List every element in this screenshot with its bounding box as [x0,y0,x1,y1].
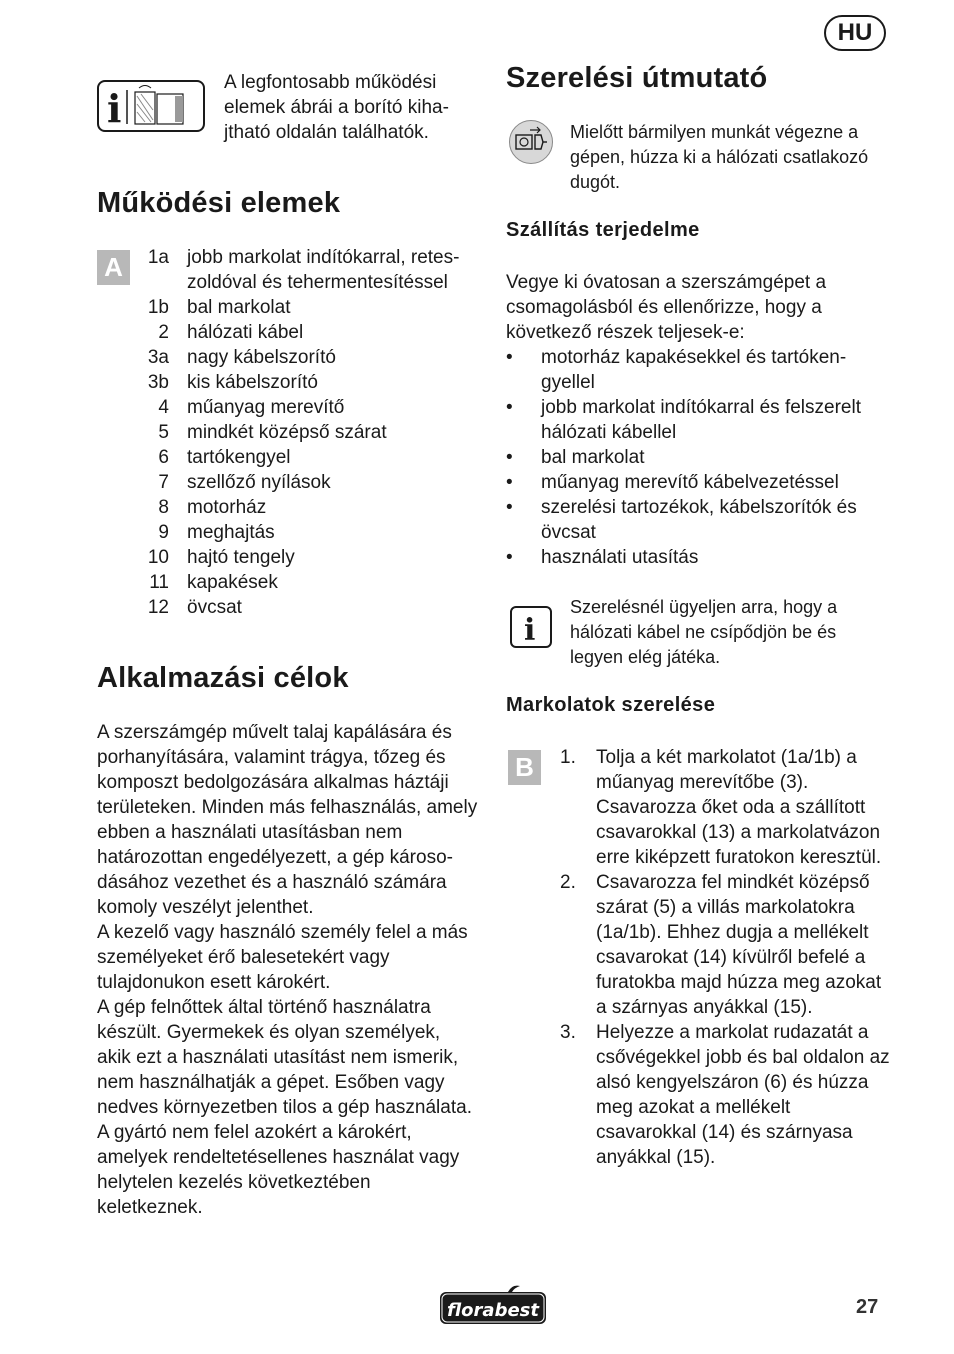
item-number: 3b [147,372,169,393]
handles-heading: Markolatok szerelése [506,694,716,716]
step-text: Tolja a két markolatot (1a/1b) a műanyag merevítőbe (3). Csavarozza őket oda a szállított csavarokkal (13) a markolatvázon erre kiképzett furatokon keresztül. [596,747,882,868]
item-text: meghajtás [187,522,275,543]
step-text: Csavarozza fel mindkét középső szárat (5) a villás markolatokra (1a/1b). Ehhez dugja a mellékelt csavarokat (14) kívülről befelé a furatokba majd húzza meg azokat a szárnyas anyákkal (15). [596,872,882,1018]
item-number: 2 [158,322,169,343]
delivery-item-text: szerelési tartozékok, kábelszorítók és övcsat [541,497,857,543]
item-number: 8 [158,497,169,518]
purpose-paragraph: A gép felnőttek által történő használatra készült. Gyermekek és olyan személyek, akik ezt a használati utasítást nem ismerik, nem használhatják a gépet. Esőben vagy nedves környezetben tilos a gép használata. A gyártó nem felel azokért a károkért, amelyek rendeltetésellenes használat vagy helytelen kezelés következtében keletkeznek. [97,997,472,1218]
info-icon [510,606,552,648]
item-number: 12 [147,597,169,618]
controls-list-item [97,470,477,495]
controls-list-item [97,345,477,370]
controls-list-item [97,420,477,445]
info-fold-out-icon [97,80,205,132]
purpose-text [97,720,479,1220]
controls-list-item [97,295,477,320]
item-text: tartókengyel [187,447,291,468]
item-text: motorház [187,497,267,518]
delivery-item [506,395,890,445]
delivery-item-text: használati utasítás [541,547,699,568]
step-text: Helyezze a markolat rudazatát a csővégekkel jobb és bal oldalon az alsó kengyelszáron (6) és húzza meg azokat a mellékelt csavarokkal (14) és szárnyasa anyákkal (15). [596,1022,890,1168]
item-text: jobb markolat indítókarral, reteszoldóval és tehermentesítéssel [187,247,460,293]
svg-text:i: i [524,613,536,646]
assembly-step [506,745,894,870]
unplug-icon [509,120,553,164]
florabest-logo [438,1284,548,1326]
language-badge: HU [824,15,886,51]
bullet: • [506,497,513,518]
controls-list-item [97,595,477,620]
step-number: 2. [560,872,576,893]
controls-heading: Működési elemek [97,187,341,219]
page-number: 27 [856,1296,879,1318]
controls-list-item [97,370,477,395]
item-number: 1b [147,297,169,318]
item-number: 1a [147,247,169,268]
cable-note: Szerelésnél ügyeljen arra, hogy a hálózati kábel ne csípődjön be és legyen elég játéka. [570,597,838,667]
delivery-item [506,470,890,495]
step-number: 1. [560,747,576,768]
bullet: • [506,447,513,468]
assembly-heading: Szerelési útmutató [506,62,768,94]
bullet: • [506,472,513,493]
delivery-item-text: bal markolat [541,447,645,468]
item-text: övcsat [187,597,242,618]
assembly-step [506,870,894,1020]
controls-list-item [97,395,477,420]
bullet: • [506,397,513,418]
fold-out-note: A legfontosabb működési elemek ábrái a borító kihajtható oldalán találhatók. [224,72,449,143]
item-number: 4 [158,397,169,418]
item-number: 6 [158,447,169,468]
item-number: 3a [147,347,169,368]
delivery-item-text: műanyag merevítő kábelvezetéssel [541,472,839,493]
controls-list-item [97,445,477,470]
purpose-paragraph: A szerszámgép művelt talaj kapálására és porhanyítására, valamint trágya, tőzeg és komposzt bedolgozására alkalmas háztáji területeken. Minden más felhasználás, amely ebben a használati utasításban nem határozottan engedélyezett, a gép károsodásához vezethet és a használó számára komoly veszélyt jelenthet. [97,722,478,918]
purpose-paragraph: A kezelő vagy használó személy felel a más személyeket érő balesetekért vagy tulajdonukon esett károkért. [97,922,468,993]
item-number: 5 [158,422,169,443]
delivery-list [506,345,890,570]
handles-steps [506,745,894,1170]
item-text: mindkét középső szárat [187,422,387,443]
delivery-item-text: motorház kapakésekkel és tartókengyellel [541,347,847,393]
delivery-item [506,545,890,570]
bullet: • [506,547,513,568]
controls-list-item [97,495,477,520]
figure-label-b: B [508,750,541,785]
controls-list-item [97,520,477,545]
item-text: kis kábelszorító [187,372,318,393]
step-number: 3. [560,1022,576,1043]
item-text: nagy kábelszorító [187,347,336,368]
brand-wordmark: florabest [447,1300,539,1321]
item-number: 9 [158,522,169,543]
item-number: 10 [147,547,169,568]
controls-list-item [97,545,477,570]
delivery-item-text: jobb markolat indítókarral és felszerelt hálózati kábellel [541,397,861,443]
delivery-item [506,445,890,470]
item-text: bal markolat [187,297,291,318]
item-text: szellőző nyílások [187,472,331,493]
unplug-note: Mielőtt bármilyen munkát végezne a gépen, húzza ki a hálózati csatlakozó dugót. [570,122,869,192]
item-number: 11 [149,572,169,593]
item-number: 7 [158,472,169,493]
controls-list [97,245,477,625]
delivery-item [506,345,890,395]
delivery-heading: Szállítás terjedelme [506,219,700,241]
assembly-step [506,1020,894,1170]
delivery-item [506,495,890,545]
item-text: hálózati kábel [187,322,304,343]
figure-label-a: A [97,250,130,285]
item-text: műanyag merevítő [187,397,345,418]
purpose-heading: Alkalmazási célok [97,662,349,694]
svg-text:i: i [107,86,122,130]
controls-list-item [97,320,477,345]
delivery-section [506,270,890,570]
delivery-intro: Vegye ki óvatosan a szerszámgépet a csomagolásból és ellenőrizze, hogy a következő részek teljesek-e: [506,272,827,343]
controls-list-item [97,245,477,293]
item-text: kapakések [187,572,278,593]
item-text: hajtó tengely [187,547,295,568]
bullet: • [506,347,513,368]
controls-list-item [97,570,477,595]
